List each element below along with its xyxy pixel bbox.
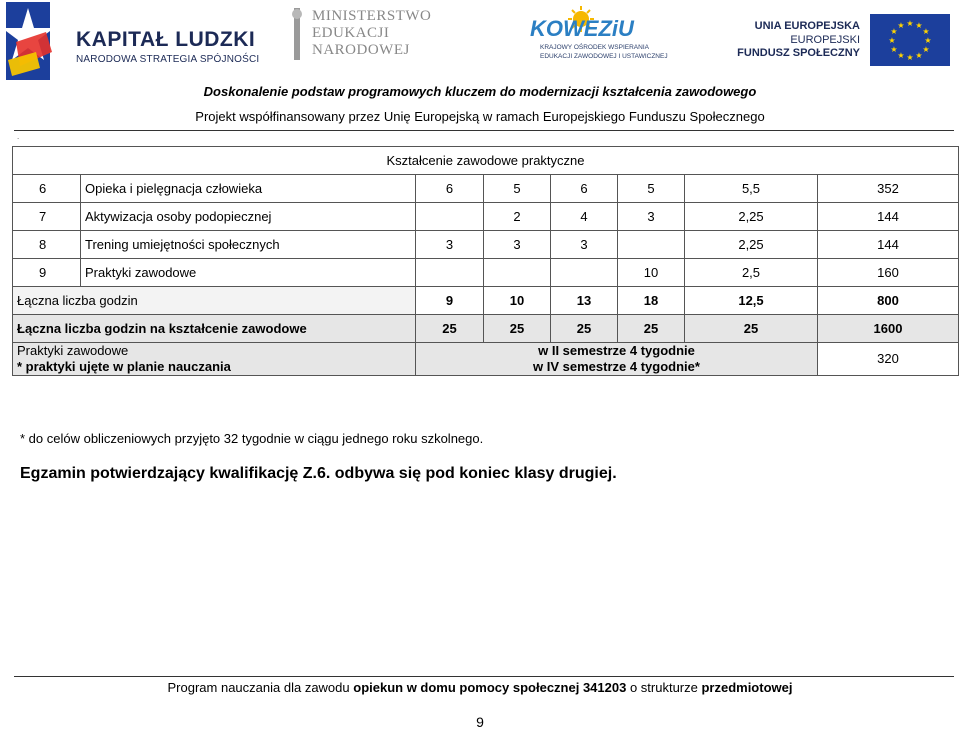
- average-hours: 5,5: [685, 175, 818, 203]
- svg-text:★: ★: [906, 19, 914, 28]
- svg-text:★: ★: [890, 27, 898, 36]
- footnote: * do celów obliczeniowych przyjęto 32 tygodnie w ciągu jednego roku szkolnego.: [20, 431, 484, 446]
- semester-hours: [618, 231, 685, 259]
- semester-hours: 13: [551, 287, 618, 315]
- semester-hours: 25: [618, 315, 685, 343]
- table-row: [13, 231, 959, 259]
- practice-info-1: w II semestrze 4 tygodnie: [538, 343, 695, 358]
- practice-info-cell: [416, 343, 818, 376]
- practice-label-cell: [13, 343, 416, 376]
- ministry-line-3: NARODOWEJ: [312, 42, 410, 58]
- total-hours: 352: [818, 175, 959, 203]
- kapital-ludzki-subtitle: NARODOWA STRATEGIA SPÓJNOŚCI: [76, 54, 260, 65]
- practice-row: [13, 343, 959, 376]
- semester-hours: 9: [416, 287, 484, 315]
- total-hours: 160: [818, 259, 959, 287]
- practice-info-2: w IV semestrze 4 tygodnie*: [533, 359, 700, 374]
- koweziu-title: KOWEZiU: [530, 16, 634, 41]
- semester-hours: 25: [416, 315, 484, 343]
- project-funding: Projekt współfinansowany przez Unię Europejską w ramach Europejskiego Funduszu Społecznego: [195, 109, 765, 124]
- section-title: Kształcenie zawodowe praktyczne: [13, 147, 959, 175]
- practice-total: 320: [818, 343, 959, 376]
- semester-hours: [416, 259, 484, 287]
- footer-structure: przedmiotowej: [701, 680, 793, 695]
- semester-hours: 3: [416, 231, 484, 259]
- vocational-total-label: Łączna liczba godzin na kształcenie zawodowe: [13, 315, 416, 343]
- average-hours: 2,25: [685, 203, 818, 231]
- subject-name: Aktywizacja osoby podopiecznej: [81, 203, 416, 231]
- semester-hours: 2: [484, 203, 551, 231]
- eu-flag-icon: [870, 14, 950, 66]
- ministry-emblem-icon: [290, 6, 304, 62]
- semester-hours: 5: [484, 175, 551, 203]
- svg-text:★: ★: [897, 51, 905, 60]
- semester-hours: 4: [551, 203, 618, 231]
- koweziu-sub-2: EDUKACJI ZAWODOWEJ I USTAWICZNEJ: [540, 53, 668, 60]
- project-title: Doskonalenie podstaw programowych kluczem do modernizacji kształcenia zawodowego: [203, 84, 757, 99]
- total-hours-row: [13, 287, 959, 315]
- footer-prefix: Program nauczania dla zawodu: [167, 680, 354, 695]
- vocational-total-row: [13, 315, 959, 343]
- total-hours-label: Łączna liczba godzin: [13, 287, 416, 315]
- page-number: 9: [476, 714, 484, 730]
- average-hours: 12,5: [685, 287, 818, 315]
- curriculum-table: [12, 146, 959, 376]
- row-number: 8: [13, 231, 81, 259]
- semester-hours: 18: [618, 287, 685, 315]
- exam-statement: Egzamin potwierdzający kwalifikację Z.6. odbywa się pod koniec klasy drugiej.: [20, 465, 617, 482]
- ministry-logo: [290, 6, 450, 66]
- eu-line-1: UNIA EUROPEJSKA: [754, 20, 860, 32]
- semester-hours: [484, 259, 551, 287]
- semester-hours: 3: [618, 203, 685, 231]
- semester-hours: 6: [416, 175, 484, 203]
- ministry-line-1: MINISTERSTWO: [312, 8, 432, 24]
- header-divider: [14, 130, 954, 131]
- svg-text:★: ★: [924, 36, 932, 45]
- semester-hours: 10: [484, 287, 551, 315]
- semester-hours: 25: [484, 315, 551, 343]
- semester-hours: 3: [484, 231, 551, 259]
- kapital-ludzki-star-icon: [6, 2, 62, 82]
- subject-name: Opieka i pielęgnacja człowieka: [81, 175, 416, 203]
- table-row: [13, 203, 959, 231]
- koweziu-sub-1: KRAJOWY OŚRODEK WSPIERANIA: [540, 44, 649, 51]
- koweziu-logo: [528, 6, 668, 72]
- total-hours: 1600: [818, 315, 959, 343]
- subject-name: Trening umiejętności społecznych: [81, 231, 416, 259]
- subject-name: Praktyki zawodowe: [81, 259, 416, 287]
- svg-text:★: ★: [922, 27, 930, 36]
- average-hours: 2,25: [685, 231, 818, 259]
- table-row: [13, 259, 959, 287]
- svg-text:★: ★: [897, 21, 905, 30]
- kapital-ludzki-logo: [6, 2, 260, 82]
- average-hours: 2,5: [685, 259, 818, 287]
- row-number: 9: [13, 259, 81, 287]
- semester-hours: [416, 203, 484, 231]
- svg-text:★: ★: [888, 36, 896, 45]
- eu-logo: [737, 14, 950, 70]
- total-hours: 144: [818, 203, 959, 231]
- total-hours: 800: [818, 287, 959, 315]
- footer-text: [0, 680, 960, 695]
- semester-hours: 3: [551, 231, 618, 259]
- average-hours: 25: [685, 315, 818, 343]
- semester-hours: 10: [618, 259, 685, 287]
- footer-middle: o strukturze: [626, 680, 702, 695]
- total-hours: 144: [818, 231, 959, 259]
- eu-line-2: EUROPEJSKI: [790, 34, 860, 46]
- footer-profession: opiekun w domu pomocy społecznej 341203: [353, 680, 627, 695]
- footer-divider: [14, 676, 954, 677]
- svg-text:★: ★: [890, 45, 898, 54]
- row-number: 7: [13, 203, 81, 231]
- semester-hours: [551, 259, 618, 287]
- row-number: 6: [13, 175, 81, 203]
- svg-text:★: ★: [922, 45, 930, 54]
- kapital-ludzki-title: KAPITAŁ LUDZKI: [76, 28, 256, 51]
- semester-hours: 25: [551, 315, 618, 343]
- svg-text:★: ★: [906, 53, 914, 62]
- table-row: [13, 175, 959, 203]
- semester-hours: 6: [551, 175, 618, 203]
- practice-label: Praktyki zawodowe: [17, 343, 129, 358]
- ministry-line-2: EDUKACJI: [312, 25, 390, 41]
- section-header-row: [13, 147, 959, 175]
- svg-text:★: ★: [915, 21, 923, 30]
- semester-hours: 5: [618, 175, 685, 203]
- svg-text:★: ★: [915, 51, 923, 60]
- practice-note: * praktyki ujęte w planie nauczania: [17, 359, 231, 374]
- stray-mark: .: [17, 132, 20, 141]
- eu-line-3: FUNDUSZ SPOŁECZNY: [737, 47, 860, 59]
